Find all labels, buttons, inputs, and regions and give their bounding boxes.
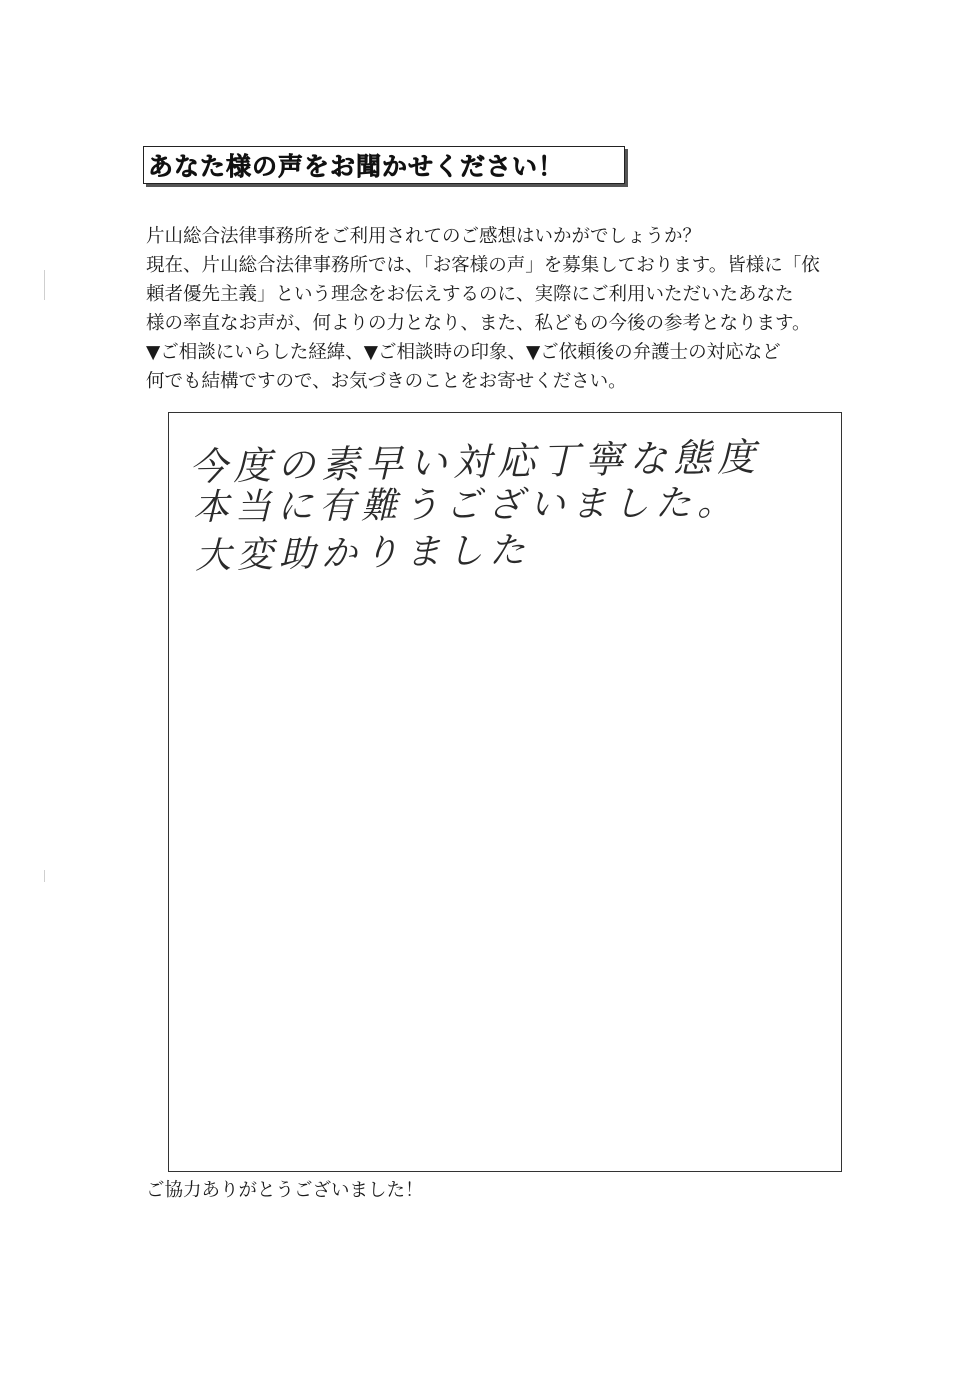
scan-margin-mark — [44, 870, 45, 882]
answer-box — [168, 412, 842, 1172]
intro-line: 何でも結構ですので、お気づきのことをお寄せください。 — [146, 371, 627, 392]
handwritten-line: 本当に有難うございました。 — [192, 482, 740, 529]
handwritten-line: 今度の素早い対応丁寧な態度 — [188, 435, 762, 489]
title-box — [143, 146, 625, 184]
intro-line: 様の率直なお声が、何よりの力となり、また、私どもの今後の参考となります。 — [146, 313, 811, 334]
scan-margin-mark — [44, 270, 45, 300]
intro-line: 頼者優先主義」という理念をお伝えするのに、実際にご利用いただいたあなた — [146, 284, 794, 305]
page-title: あなた様の声をお聞かせください！ — [148, 152, 565, 181]
handwritten-line: 大変助かりました — [194, 530, 532, 577]
intro-line: 片山総合法律事務所をご利用されてのご感想はいかがでしょうか？ — [146, 226, 702, 247]
intro-line: 現在、片山総合法律事務所では、「お客様の声」を募集しております。皆様に「依 — [146, 255, 820, 276]
intro-paragraph — [146, 222, 856, 396]
thank-you-text: ご協力ありがとうございました！ — [146, 1180, 424, 1201]
intro-line: ▼ご相談にいらした経緯、▼ご相談時の印象、▼ご依頼後の弁護士の対応など — [146, 342, 781, 363]
